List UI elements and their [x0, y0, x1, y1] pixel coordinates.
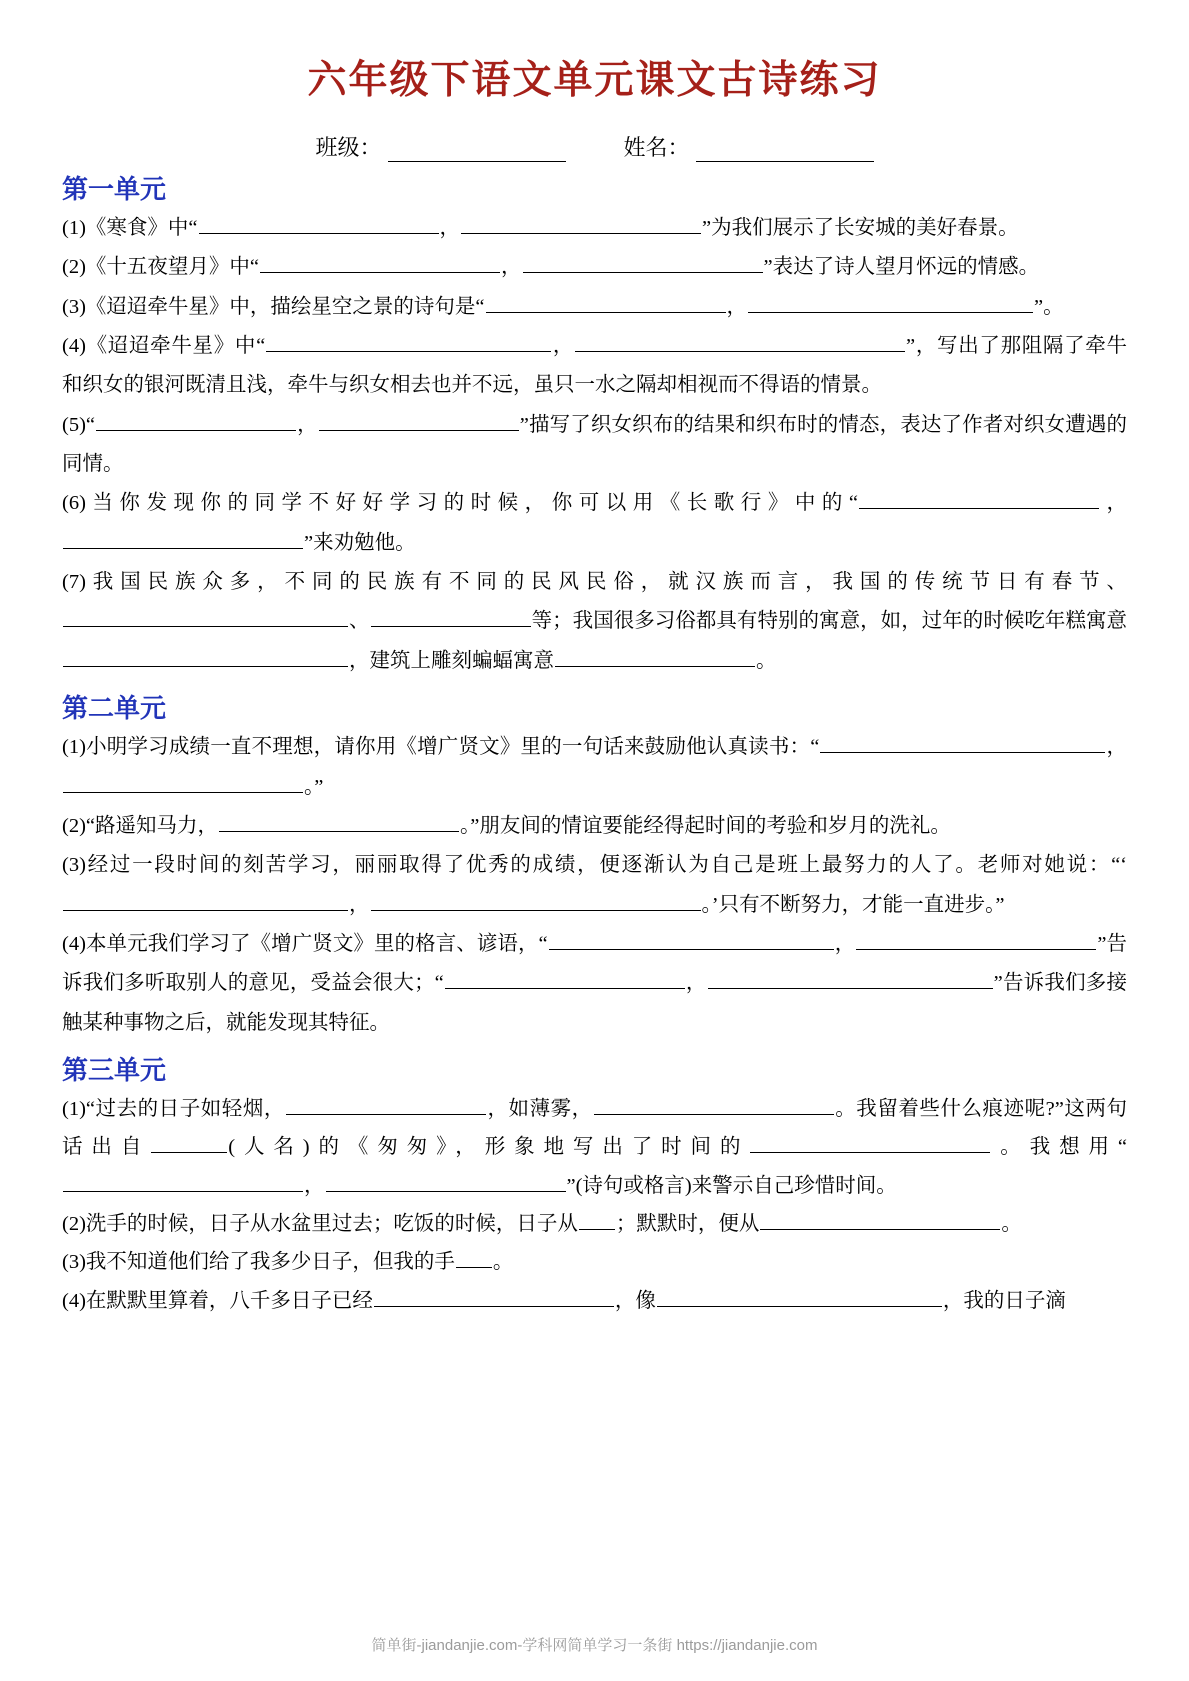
q-text: 。 — [492, 1250, 514, 1273]
q-text: (3)经过一段时间的刻苦学习，丽丽取得了优秀的成绩，便逐渐认为自己是班上最努力的人了。老师对她说：“‘ — [62, 854, 1127, 877]
answer-blank[interactable] — [63, 893, 348, 911]
question-u1-q4 — [62, 327, 1127, 406]
answer-blank[interactable] — [820, 735, 1105, 753]
question-u3-q2 — [62, 1205, 1127, 1243]
question-u3-q1 — [62, 1090, 1127, 1204]
q-text: 。” — [304, 775, 324, 798]
answer-blank[interactable] — [750, 1135, 990, 1153]
answer-blank[interactable] — [151, 1135, 227, 1153]
q-text: ；默默时，便从 — [615, 1212, 760, 1235]
q-text: ， — [439, 216, 461, 239]
student-info-row — [62, 131, 1127, 162]
answer-blank[interactable] — [575, 334, 905, 352]
answer-blank[interactable] — [657, 1289, 942, 1307]
answer-blank[interactable] — [486, 295, 726, 313]
answer-blank[interactable] — [859, 491, 1099, 509]
answer-blank[interactable] — [594, 1097, 834, 1115]
class-blank-line[interactable] — [388, 141, 566, 162]
q-text: 。我想用“ — [991, 1136, 1128, 1159]
question-u1-q2 — [62, 248, 1127, 287]
question-u3-q4 — [62, 1282, 1127, 1321]
q-text: (4)在默默里算着，八千多日子已经 — [62, 1290, 373, 1313]
question-u1-q1 — [62, 209, 1127, 248]
q-text: ， — [685, 972, 707, 995]
q-text: (4)本单元我们学习了《增广贤文》里的格言、谚语，“ — [62, 933, 548, 956]
q-text: ”来劝勉他。 — [304, 531, 416, 554]
answer-blank[interactable] — [523, 255, 763, 273]
page-title: 六年级下语文单元课文古诗练习 — [307, 59, 882, 102]
answer-blank[interactable] — [549, 932, 834, 950]
unit-heading-3: 第三单元 — [62, 1056, 167, 1086]
q-text: 。’只有不断努力，才能一直进步。” — [701, 893, 1005, 916]
q-text: ”告诉我们多听取别人的意见，受益会很大；“ — [62, 933, 1127, 995]
q-text: (4)《迢迢牵牛星》中“ — [62, 334, 266, 357]
answer-blank[interactable] — [63, 649, 348, 667]
answer-blank[interactable] — [371, 893, 701, 911]
answer-blank[interactable] — [63, 609, 348, 627]
q-text: 。我留着些什么痕迹呢?”这两句话出自 — [62, 1098, 1127, 1159]
q-text: ”描写了织女织布的结果和织布时的情态，表达了作者对织女遭遇的同情。 — [62, 413, 1127, 476]
q-text: 等；我国很多习俗都具有特别的寓意，如，过年的时候吃年糕寓意 — [531, 610, 1128, 633]
q-text: ，如薄雾， — [486, 1098, 593, 1121]
question-u2-q1 — [62, 728, 1127, 807]
answer-blank[interactable] — [456, 1250, 492, 1268]
q-text: (7)我国民族众多，不同的民族有不同的民风民俗，就汉族而言，我国的传统节日有春节、 — [62, 571, 1127, 594]
q-text: (6)当你发现你的同学不好好学习的时候，你可以用《长歌行》中的“ — [62, 492, 858, 515]
answer-blank[interactable] — [260, 255, 500, 273]
name-label: 姓名： — [623, 134, 690, 160]
class-label: 班级： — [315, 134, 382, 160]
answer-blank[interactable] — [63, 1174, 303, 1192]
q-text: (2)洗手的时候，日子从水盆里过去；吃饭的时候，日子从 — [62, 1212, 578, 1235]
q-text: ”。 — [1034, 295, 1064, 318]
question-u1-q5 — [62, 406, 1127, 485]
answer-blank[interactable] — [856, 932, 1096, 950]
q-text: (3)《迢迢牵牛星》中，描绘星空之景的诗句是“ — [62, 295, 485, 318]
answer-blank[interactable] — [445, 971, 685, 989]
q-text: ”(诗句或格言)来警示自己珍惜时间。 — [566, 1174, 897, 1197]
q-text: 。 — [1001, 1212, 1022, 1235]
answer-blank[interactable] — [63, 531, 303, 549]
q-text: (2)《十五夜望月》中“ — [62, 256, 260, 279]
answer-blank[interactable] — [326, 1174, 566, 1192]
q-text: (3)我不知道他们给了我多少日子，但我的手 — [62, 1250, 455, 1273]
q-text: 、 — [349, 610, 370, 633]
answer-blank[interactable] — [266, 334, 551, 352]
q-text: ”告诉我们多接触某种事物之后，就能发现其特征。 — [62, 972, 1128, 1034]
answer-blank[interactable] — [371, 609, 531, 627]
question-u2-q4 — [62, 925, 1127, 1043]
answer-blank[interactable] — [199, 216, 439, 234]
name-blank-line[interactable] — [696, 141, 874, 162]
q-text: ，像 — [614, 1290, 656, 1313]
question-u1-q7 — [62, 563, 1127, 681]
q-text: ”，写出了那阻隔了牵牛和织女的银河既清且浅，牵牛与织女相去也并不远，虽只一水之隔却相视而不得语的情景。 — [62, 334, 1127, 397]
question-u2-q3 — [62, 846, 1127, 925]
q-text: ， — [552, 334, 575, 357]
q-text: ”表达了诗人望月怀远的情感。 — [763, 256, 1040, 279]
answer-blank[interactable] — [555, 649, 755, 667]
q-text: (5)“ — [62, 413, 96, 436]
answer-blank[interactable] — [319, 413, 519, 431]
q-text: ， — [304, 1174, 325, 1197]
answer-blank[interactable] — [286, 1097, 486, 1115]
q-text: 。”朋友间的情谊要能经得起时间的考验和岁月的洗礼。 — [460, 815, 951, 838]
unit-heading-1: 第一单元 — [62, 174, 167, 204]
q-text: ， — [834, 933, 856, 956]
answer-blank[interactable] — [96, 413, 296, 431]
q-text: ， — [1099, 492, 1127, 515]
q-text: ， — [726, 295, 748, 318]
q-text: ，建筑上雕刻蝙蝠寓意 — [349, 649, 554, 672]
question-u2-q2 — [62, 807, 1127, 846]
answer-blank[interactable] — [708, 971, 993, 989]
answer-blank[interactable] — [760, 1212, 1000, 1230]
answer-blank[interactable] — [748, 295, 1033, 313]
q-text: ， — [1106, 736, 1127, 759]
answer-blank[interactable] — [219, 814, 459, 832]
q-text: ， — [297, 413, 318, 436]
q-text: (人名)的《匆匆》，形象地写出了时间的 — [228, 1136, 750, 1159]
question-u1-q3 — [62, 288, 1127, 327]
footer-watermark: 简单街-jiandanjie.com-学科网简单学习一条街 https://jiandanjie.com — [371, 1637, 818, 1654]
q-text: (1)小明学习成绩一直不理想，请你用《增广贤文》里的一句话来鼓励他认真读书：“ — [62, 736, 820, 759]
answer-blank[interactable] — [579, 1212, 615, 1230]
class-field — [315, 131, 565, 162]
q-text: (1)《寒食》中“ — [62, 216, 198, 239]
question-u3-q3 — [62, 1243, 1127, 1282]
q-text: ， — [501, 256, 522, 279]
q-text: ， — [349, 893, 370, 916]
q-text: ”为我们展示了长安城的美好春景。 — [702, 216, 1019, 239]
q-text: (1)“过去的日子如轻烟， — [62, 1098, 285, 1121]
unit-heading-2: 第二单元 — [62, 694, 167, 724]
answer-blank[interactable] — [461, 216, 701, 234]
answer-blank[interactable] — [374, 1289, 614, 1307]
q-text: ，我的日子滴 — [942, 1290, 1066, 1313]
name-field — [624, 131, 874, 162]
question-u1-q6 — [62, 484, 1127, 563]
q-text: (2)“路遥知马力， — [62, 815, 219, 838]
answer-blank[interactable] — [63, 775, 303, 793]
q-text: 。 — [756, 649, 777, 672]
